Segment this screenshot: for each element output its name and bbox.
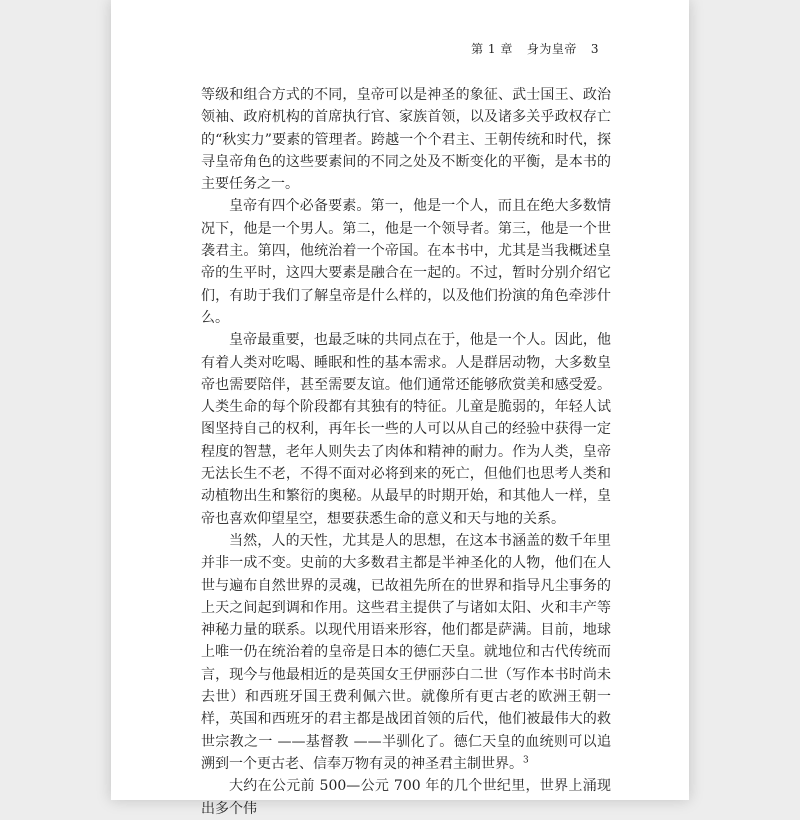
- running-head: [471, 40, 599, 57]
- body-text: [201, 84, 611, 820]
- chapter-title: 身为皇帝: [526, 42, 577, 56]
- paragraph-2: 皇帝有四个必备要素。第一，他是一个人，而且在绝大多数情况下，他是一个男人。第二，他是一个领导者。第三，他是一个世袭君主。第四，他统治着一个帝国。在本书中，尤其是当我概述皇帝的生平时，这四大要素是融合在一起的。不过，暂时分别介绍它们，有助于我们了解皇帝是什么样的，以及他们扮演的角色牵涉什么。: [201, 198, 611, 326]
- paragraph-1: 等级和组合方式的不同，皇帝可以是神圣的象征、武士国王、政治领袖、政府机构的首席执行官、家族首领，以及诸多关乎政权存亡的“秋实力”要素的管理者。跨越一个个君主、王朝传统和时代，探寻皇帝角色的这些要素间的不同之处及不断变化的平衡，是本书的主要任务之一。: [201, 87, 611, 193]
- book-page: [111, 0, 689, 817]
- footnote-marker[interactable]: 3: [523, 755, 529, 766]
- paragraph-4-text: 当然，人的天性，尤其是人的思想，在这本书涵盖的数千年里并非一成不变。史前的大多数君主都是半神圣化的人物，他们在人世与遍布自然世界的灵魂，已故祖先所在的世界和指导凡尘事务的上天之间起到调和作用。这些君主提供了与诸如太阳、火和丰产等神秘力量的联系。以现代用语来形容，他们都是萨满。目前，地球上唯一仍在统治着的皇帝是日本的德仁天皇。就地位和古代传统而言，现今与他最相近的是英国女王伊丽莎白二世（写作本书时尚未去世）和西班牙国王费利佩六世。就像所有更古老的欧洲王朝一样，英国和西班牙的君主都是战团首领的后代，他们被最伟大的救世宗教之一 ——基督教 ——半驯化了。德仁天皇的血统则可以追溯到一个更古老、信奉万物有灵的神圣君主制世界。: [201, 532, 611, 772]
- chapter-label: 第 1 章: [471, 42, 513, 56]
- page-number: 3: [590, 42, 599, 56]
- paragraph-5: 大约在公元前 500—公元 700 年的几个世纪里，世界上涌现出多个伟: [201, 778, 611, 817]
- paragraph-3: 皇帝最重要，也最乏味的共同点在于，他是一个人。因此，他有着人类对吃喝、睡眠和性的基本需求。人是群居动物，大多数皇帝也需要陪伴，甚至需要友谊。他们通常还能够欣赏美和感受爱。人类生命的每个阶段都有其独有的特征。儿童是脆弱的，年轻人试图坚持自己的权利，再年长一些的人可以从自己的经验中获得一定程度的智慧，老年人则失去了肉体和精神的耐力。作为人类，皇帝无法长生不老，不得不面对必将到来的死亡，但他们也思考人类和动植物出生和繁衍的奥秘。从最早的时期开始，和其他人一样，皇帝也喜欢仰望星空，想要获悉生命的意义和天与地的关系。: [201, 332, 611, 527]
- paragraph-4: [201, 530, 611, 775]
